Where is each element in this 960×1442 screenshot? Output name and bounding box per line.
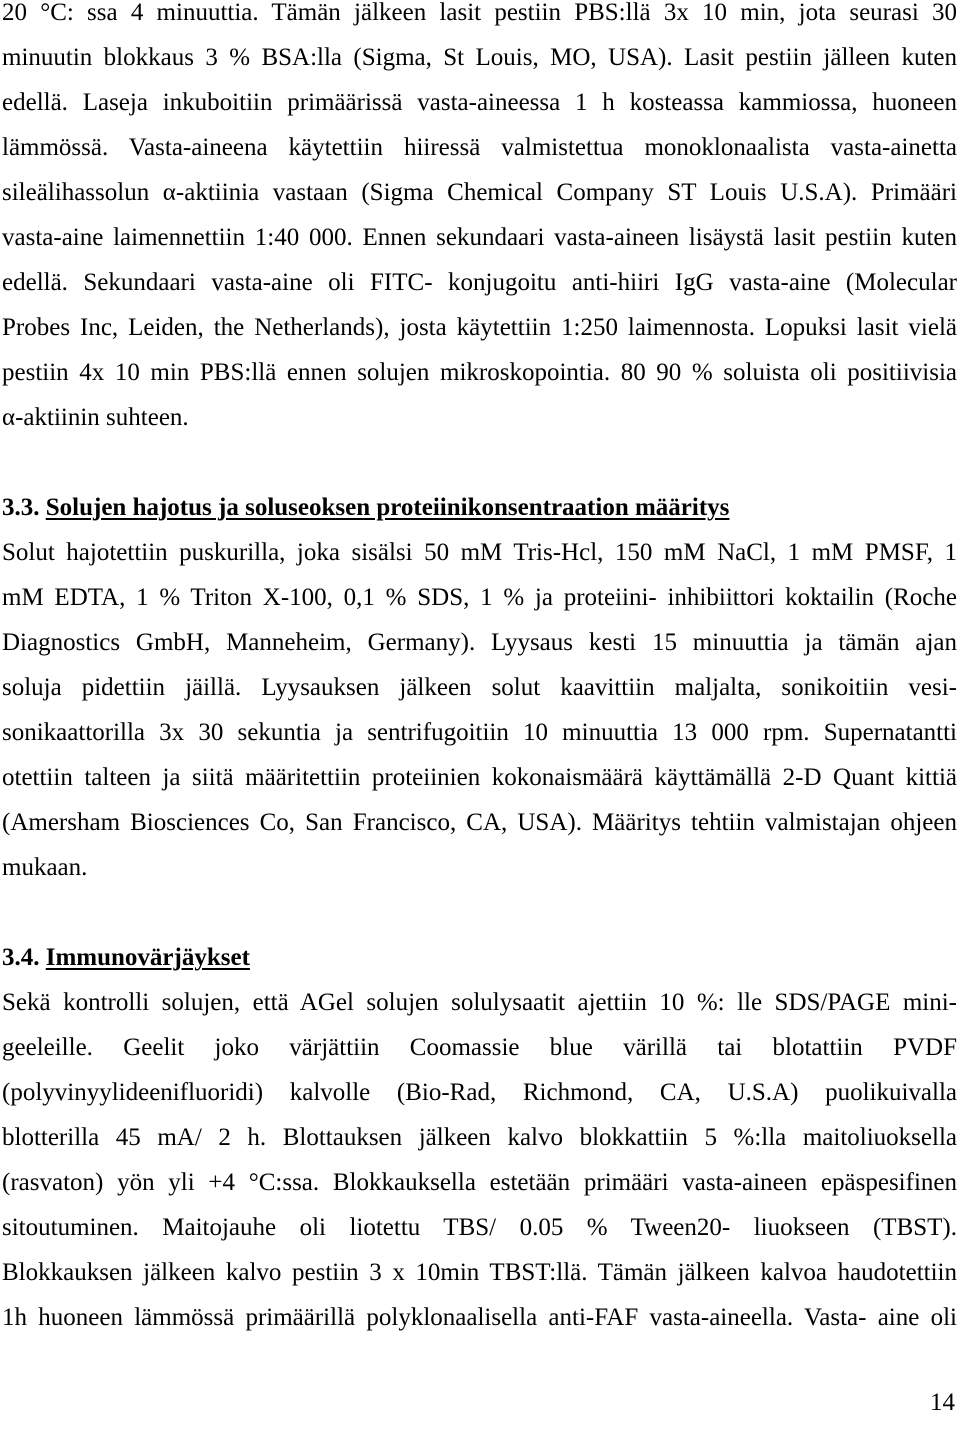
- text-line: mM EDTA, 1 % Triton X-100, 0,1 % SDS, 1 % ja proteiini- inhibiittori koktailin (Roche: [2, 584, 957, 611]
- page-number: 14: [930, 1389, 955, 1416]
- blank-line: [2, 890, 957, 935]
- text-line: sonikaattorilla 3x 30 sekuntia ja sentrifugoitiin 10 minuuttia 13 000 rpm. Supernatantti: [2, 719, 957, 746]
- paragraph: [2, 0, 957, 440]
- section-number: 3.4.: [2, 944, 40, 971]
- paragraph: [2, 530, 957, 890]
- blank-line: [2, 440, 957, 485]
- text-line: minuutin blokkaus 3 % BSA:lla (Sigma, St Louis, MO, USA). Lasit pestiin jälleen kuten: [2, 44, 957, 71]
- text-line: edellä. Sekundaari vasta-aine oli FITC- konjugoitu anti-hiiri IgG vasta-aine (Molecular: [2, 269, 957, 296]
- text-line: lämmössä. Vasta-aineena käytettiin hiiressä valmistettua monoklonaalista vasta-ainetta: [2, 134, 957, 161]
- text-line: pestiin 4x 10 min PBS:llä ennen solujen mikroskopointia. 80 90 % soluista oli positiivisia: [2, 359, 957, 386]
- text-line: soluja pidettiin jäillä. Lyysauksen jälkeen solut kaavittiin maljalta, sonikoitiin vesi-: [2, 674, 957, 701]
- text-line: 1h huoneen lämmössä primäärillä polyklonaalisella anti-FAF vasta-aineella. Vasta- aine oli: [2, 1304, 957, 1331]
- text-line: sitoutuminen. Maitojauhe oli liotettu TBS/ 0.05 % Tween20- liuokseen (TBST).: [2, 1214, 957, 1241]
- text-line: (rasvaton) yön yli +4 °C:ssa. Blokkauksella estetään primääri vasta-aineen epäspesifinen: [2, 1169, 957, 1196]
- section-heading: [2, 935, 957, 980]
- text-line: α-aktiinin suhteen.: [2, 404, 189, 431]
- text-line: 20 °C: ssa 4 minuuttia. Tämän jälkeen lasit pestiin PBS:llä 3x 10 min, jota seurasi 30: [2, 0, 957, 26]
- section-title: Immunovärjäykset: [45, 944, 250, 971]
- text-line: geeleille. Geelit joko värjättiin Coomassie blue värillä tai blotattiin PVDF: [2, 1034, 957, 1061]
- text-line: Probes Inc, Leiden, the Netherlands), josta käytettiin 1:250 laimennosta. Lopuksi lasit vielä: [2, 314, 957, 341]
- text-line: Sekä kontrolli solujen, että AGel solujen solulysaatit ajettiin 10 %: lle SDS/PAGE mini-: [2, 989, 957, 1016]
- document-page-body: [2, 0, 957, 1340]
- text-line: mukaan.: [2, 854, 88, 881]
- section-heading: [2, 485, 957, 530]
- text-line: Solut hajotettiin puskurilla, joka sisälsi 50 mM Tris-Hcl, 150 mM NaCl, 1 mM PMSF, 1: [2, 539, 957, 566]
- text-line: Blokkauksen jälkeen kalvo pestiin 3 x 10min TBST:llä. Tämän jälkeen kalvoa haudotettiin: [2, 1259, 957, 1286]
- section-number: 3.3.: [2, 494, 40, 521]
- text-line: vasta-aine laimennettiin 1:40 000. Ennen sekundaari vasta-aineen lisäystä lasit pestiin kuten: [2, 224, 957, 251]
- text-line: (polyvinyylideenifluoridi) kalvolle (Bio-Rad, Richmond, CA, U.S.A) puolikuivalla: [2, 1079, 957, 1106]
- text-line: blotterilla 45 mA/ 2 h. Blottauksen jälkeen kalvo blokkattiin 5 %:lla maitoliuoksella: [2, 1124, 957, 1151]
- text-line: edellä. Laseja inkuboitiin primäärissä vasta-aineessa 1 h kosteassa kammiossa, huoneen: [2, 89, 957, 116]
- text-line: otettiin talteen ja siitä määritettiin proteiinien kokonaismäärä käyttämällä 2-D Quant kittiä: [2, 764, 957, 791]
- text-line: sileälihassolun α-aktiinia vastaan (Sigma Chemical Company ST Louis U.S.A). Primääri: [2, 179, 957, 206]
- text-line: (Amersham Biosciences Co, San Francisco, CA, USA). Määritys tehtiin valmistajan ohjeen: [2, 809, 957, 836]
- section-title: Solujen hajotus ja soluseoksen proteiinikonsentraation määritys: [45, 494, 730, 521]
- text-line: Diagnostics GmbH, Manneheim, Germany). Lyysaus kesti 15 minuuttia ja tämän ajan: [2, 629, 957, 656]
- paragraph: [2, 980, 957, 1340]
